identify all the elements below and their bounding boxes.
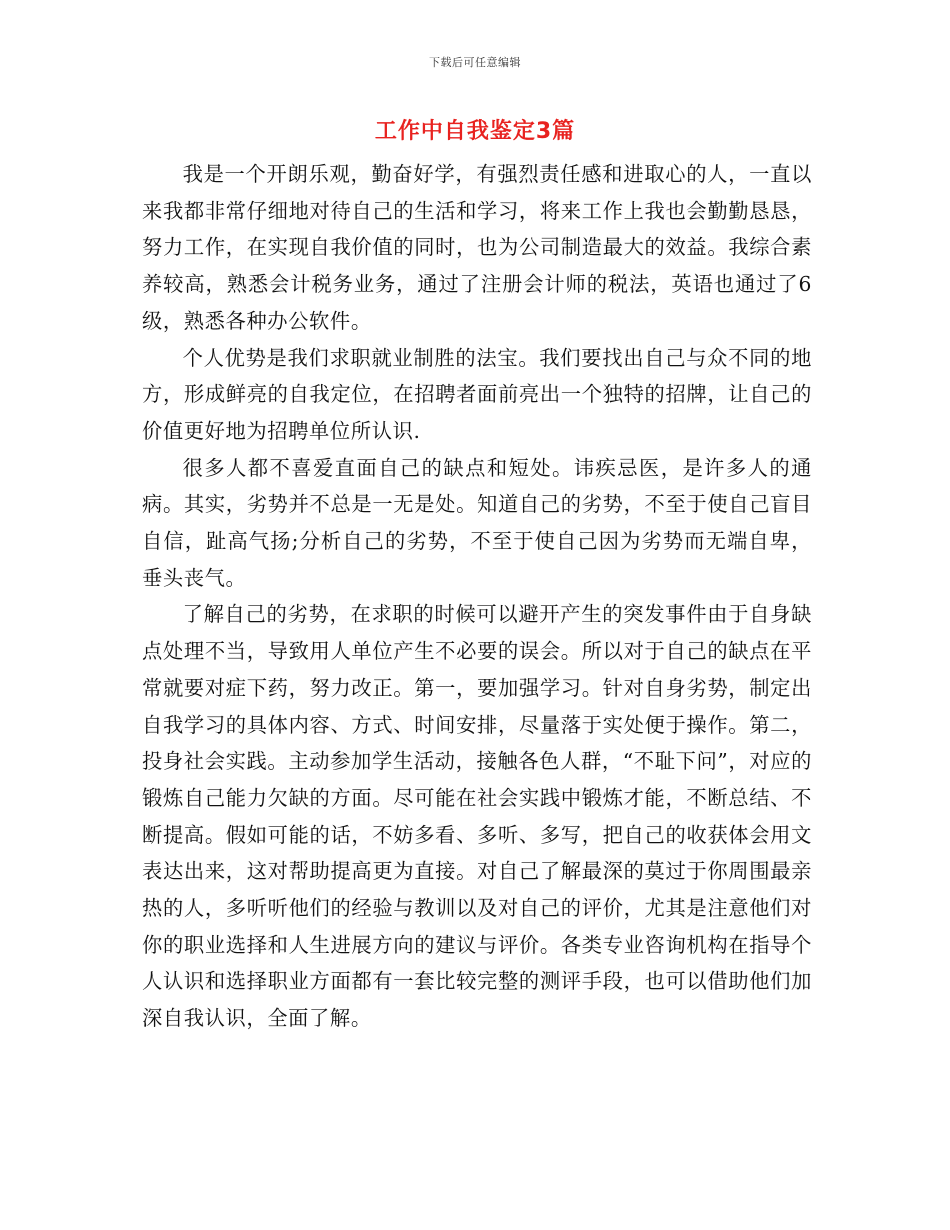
paragraph-1: 我是一个开朗乐观，勤奋好学，有强烈责任感和进取心的人，一直以来我都非常仔细地对待自己的生活和学习，将来工作上我也会勤勤恳恳，努力工作，在实现自我价值的同时，也为公司制造最大的效益。我综合素养较高，熟悉会计税务业务，通过了注册会计师的税法，英语也通过了6级，熟悉各种办公软件。 — [142, 162, 812, 333]
document-body — [142, 156, 812, 1037]
paragraph-2: 个人优势是我们求职就业制胜的法宝。我们要找出自己与众不同的地方，形成鲜亮的自我定位，在招聘者面前亮出一个独特的招牌，让自己的价值更好地为招聘单位所认识. — [142, 345, 812, 443]
paragraph-3: 很多人都不喜爱直面自己的缺点和短处。讳疾忌医，是许多人的通病。其实，劣势并不总是一无是处。知道自己的劣势，不至于使自己盲目自信，趾高气扬;分析自己的劣势，不至于使自己因为劣势而无端自卑，垂头丧气。 — [142, 455, 812, 590]
document-title: 工作中自我鉴定3篇 — [374, 119, 576, 144]
header-note: 下载后可任意编辑 — [429, 56, 521, 69]
paragraph-4: 了解自己的劣势，在求职的时候可以避开产生的突发事件由于自身缺点处理不当，导致用人单位产生不必要的误会。所以对于自己的缺点在平常就要对症下药，努力改正。第一，要加强学习。针对自身劣势，制定出自我学习的具体内容、方式、时间安排，尽量落于实处便于操作。第二，投身社会实践。主动参加学生活动，接触各色人群，“不耻下问”，对应的锻炼自己能力欠缺的方面。尽可能在社会实践中锻炼才能，不断总结、不断提高。假如可能的话，不妨多看、多听、多写，把自己的收获体会用文表达出来，这对帮助提高更为直接。对自己了解最深的莫过于你周围最亲热的人，多听听他们的经验与教训以及对自己的评价，尤其是注意他们对你的职业选择和人生进展方向的建议与评价。各类专业咨询机构在指导个人认识和选择职业方面都有一套比较完整的测评手段，也可以借助他们加深自我认识，全面了解。 — [142, 602, 812, 1031]
